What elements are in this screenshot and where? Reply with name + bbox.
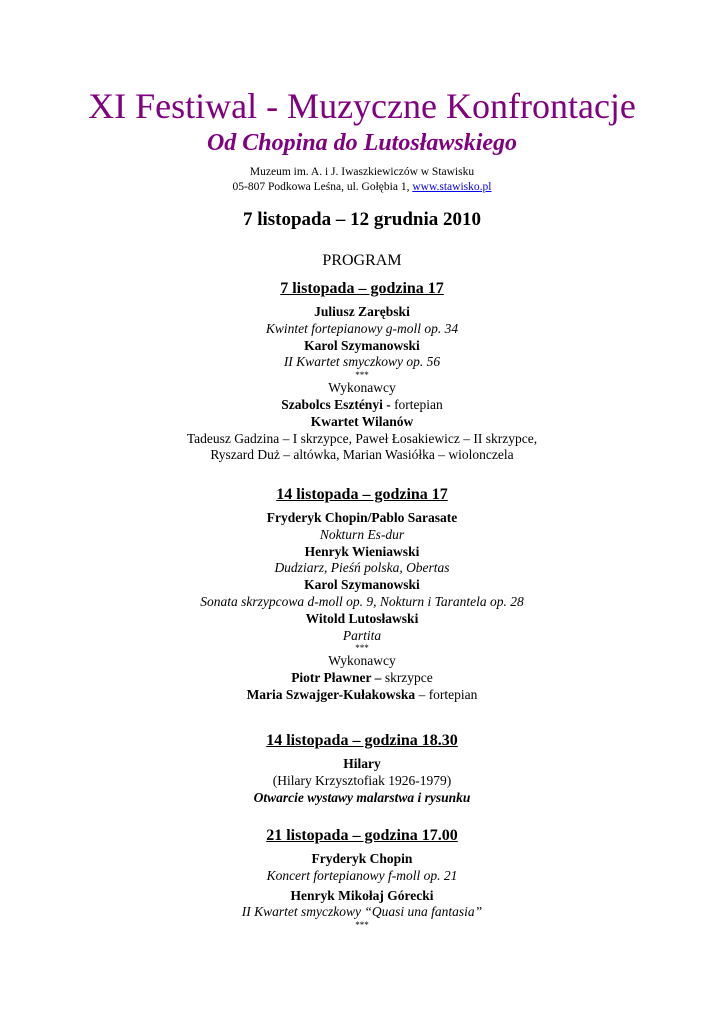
concert-heading: 7 listopada – godzina 17 <box>280 280 444 297</box>
composer: Fryderyk Chopin/Pablo Sarasate <box>266 510 458 525</box>
ensemble-members: Ryszard Duż – altówka, Marian Wasiółka – wiolonczela <box>210 447 514 463</box>
concert-heading: 21 listopada – godzina 17.00 <box>266 827 458 844</box>
program-label: PROGRAM <box>322 252 402 269</box>
work-title: Nokturn Es-dur <box>319 526 405 542</box>
performer-name: Szabolcs Esztényi - <box>281 396 391 412</box>
work-title: II Kwartet smyczkowy op. 56 <box>283 354 441 370</box>
composer: Henryk Mikołaj Górecki <box>290 887 434 903</box>
composer: Karol Szymanowski <box>304 577 420 593</box>
performer-name: Kwartet Wilanów <box>310 413 414 429</box>
work-title: Kwintet fortepianowy g-moll op. 34 <box>265 320 459 336</box>
performer <box>0 414 724 431</box>
work-title: Partita <box>342 627 382 643</box>
artist-note: (Hilary Krzysztofiak 1926-1979) <box>272 772 452 788</box>
artist-name: Hilary <box>343 756 381 771</box>
performer-role: skrzypce <box>381 670 433 686</box>
venue-street: 05-807 Podkowa Leśna, ul. Gołębia 1, <box>232 181 413 193</box>
work-title: Koncert fortepianowy f-moll op. 21 <box>266 867 458 883</box>
venue-line-1: Muzeum im. A. i J. Iwaszkiewiczów w Stawisku <box>249 166 475 178</box>
performer-role: – fortepian <box>415 686 478 702</box>
composer: Witold Lutosławski <box>305 610 419 626</box>
separator-stars: *** <box>355 370 369 381</box>
concert-heading: 14 listopada – godzina 18.30 <box>266 732 458 749</box>
separator-stars: *** <box>355 920 369 931</box>
festival-title: XI Festiwal - Muzyczne Konfrontacje <box>88 86 636 126</box>
concert-heading: 14 listopada – godzina 17 <box>276 486 448 503</box>
performer-name: Piotr Pławner – <box>291 670 382 686</box>
concert-2 <box>0 485 724 704</box>
concert-4 <box>0 826 724 930</box>
festival-dates: 7 listopada – 12 grudnia 2010 <box>242 209 482 230</box>
exhibition-title: Otwarcie wystawy malarstwa i rysunku <box>253 789 471 805</box>
performer <box>0 687 724 704</box>
work-title: II Kwartet smyczkowy “Quasi una fantasia” <box>241 904 483 920</box>
composer: Henryk Wieniawski <box>304 543 420 559</box>
performer-role: fortepian <box>390 396 443 412</box>
performer <box>0 670 724 687</box>
website-link[interactable]: www.stawisko.pl <box>412 181 492 193</box>
performers-label: Wykonawcy <box>328 380 396 396</box>
composer: Juliusz Zarębski <box>314 304 410 319</box>
separator-stars: *** <box>355 643 369 654</box>
composer: Fryderyk Chopin <box>311 851 413 866</box>
concert-1 <box>0 279 724 464</box>
festival-subtitle: Od Chopina do Lutosławskiego <box>206 130 518 156</box>
composer: Karol Szymanowski <box>304 337 420 353</box>
work-title: Dudziarz, Pieśń polska, Obertas <box>274 560 450 576</box>
venue-line-2 <box>0 180 724 195</box>
concert-3 <box>0 731 724 806</box>
performer-name: Maria Szwajger-Kułakowska <box>246 686 416 702</box>
performer <box>0 397 724 414</box>
performers-label: Wykonawcy <box>328 653 396 669</box>
ensemble-members: Tadeusz Gadzina – I skrzypce, Paweł Łosakiewicz – II skrzypce, <box>186 430 538 446</box>
venue-address <box>0 165 724 195</box>
work-title: Sonata skrzypcowa d-moll op. 9, Nokturn i Tarantela op. 28 <box>200 593 524 609</box>
